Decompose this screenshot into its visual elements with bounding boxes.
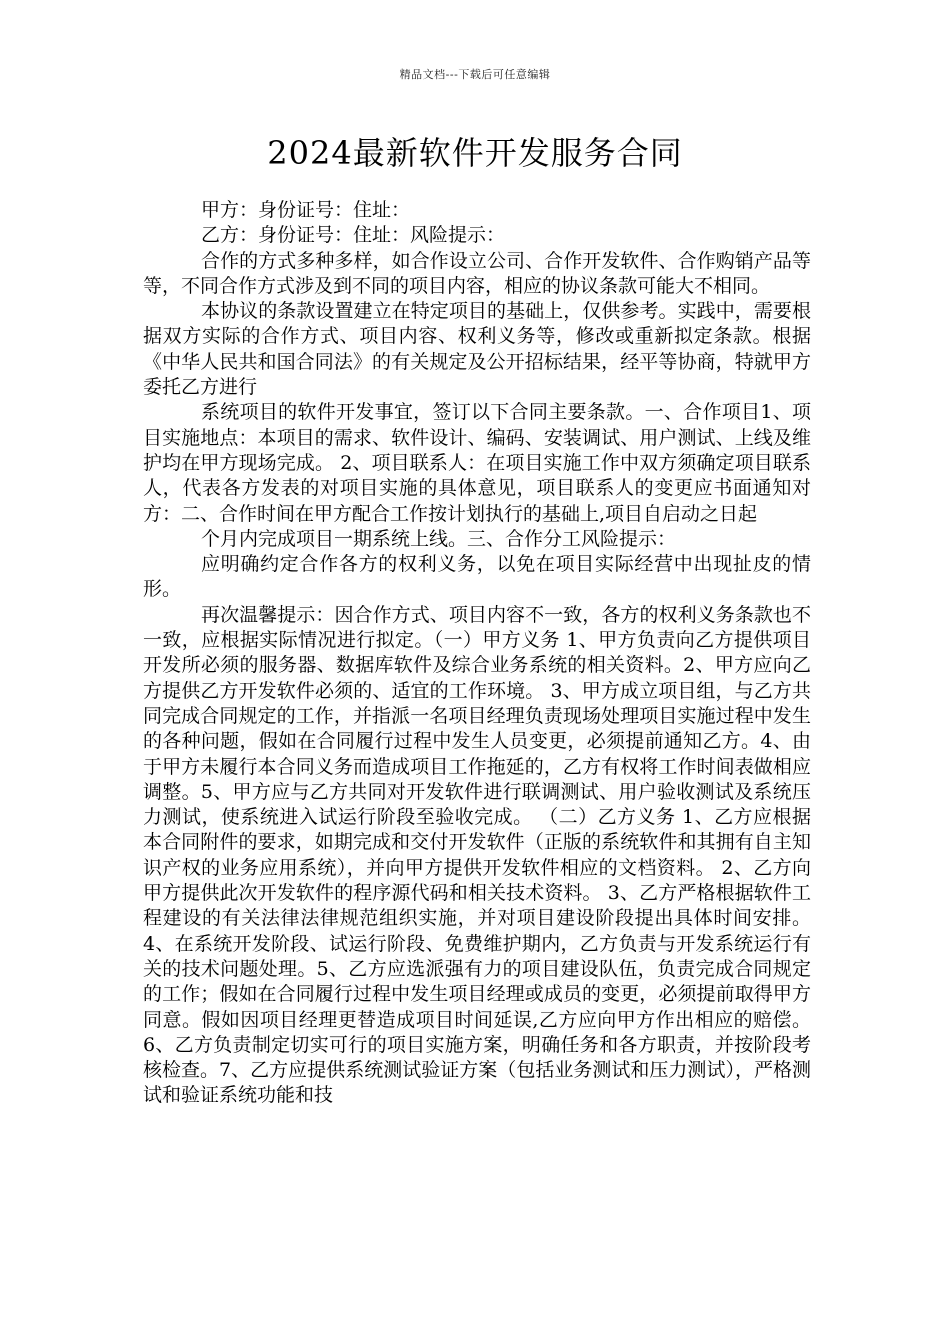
paragraph-cooperation-modes: 合作的方式多种多样，如合作设立公司、合作开发软件、合作购销产品等等，不同合作方式涉及到不同的项目内容，相应的协议条款可能大不相同。 [143, 249, 811, 297]
paragraph-project-terms: 系统项目的软件开发事宜，签订以下合同主要条款。一、合作项目1、项目实施地点：本项目的需求、软件设计、编码、安装调试、用户测试、上线及维护均在甲方现场完成。 2、项目联系人：在项目实施工作中双方须确定项目联系人，代表各方发表的对项目实施的具体意见，项目联系人的变更应书面通知对方：二、合作时间在甲方配合工作按计划执行的基础上,项目自启动之日起 [143, 401, 811, 525]
paragraph-duties: 再次温馨提示：因合作方式、项目内容不一致，各方的权利义务条款也不一致，应根据实际情况进行拟定。（一）甲方义务 1、甲方负责向乙方提供项目开发所必须的服务器、数据库软件及综合业务系统的相关资料。2、甲方应向乙方提供乙方开发软件必须的、适宜的工作环境。 3、甲方成立项目组，与乙方共同完成合同规定的工作，并指派一名项目经理负责现场处理项目实施过程中发生的各种问题，假如在合同履行过程中发生人员变更，必须提前通知乙方。4、由于甲方未履行本合同义务而造成项目工作拖延的，乙方有权将工作时间表做相应调整。5、甲方应与乙方共同对开发软件进行联调测试、用户验收测试及系统压力测试，使系统进入试运行阶段至验收完成。 （二）乙方义务 1、乙方应根据本合同附件的要求，如期完成和交付开发软件（正版的系统软件和其拥有自主知识产权的业务应用系统），并向甲方提供开发软件相应的文档资料。 2、乙方向甲方提供此次开发软件的程序源代码和相关技术资料。 3、乙方严格根据软件工程建设的有关法律法律规范组织实施，并对项目建设阶段提出具体时间安排。4、在系统开发阶段、试运行阶段、免费维护期内，乙方负责与开发系统运行有关的技术问题处理。5、乙方应选派强有力的项目建设队伍，负责完成合同规定的工作；假如在合同履行过程中发生项目经理或成员的变更，必须提前取得甲方同意。假如因项目经理更替造成项目时间延误,乙方应向甲方作出相应的赔偿。 6、乙方负责制定切实可行的项目实施方案，明确任务和各方职责，并按阶段考核检查。7、乙方应提供系统测试验证方案（包括业务测试和压力测试），严格测试和验证系统功能和技 [143, 603, 811, 1107]
paragraph-party-a: 甲方：身份证号：住址： [201, 199, 411, 221]
document-body [143, 198, 811, 1109]
paragraph-agreement-basis: 本协议的条款设置建立在特定项目的基础上，仅供参考。实践中，需要根据双方实际的合作方式、项目内容、权利义务等，修改或重新拟定条款。根据《中华人民共和国合同法》的有关规定及公开招标结果，经平等协商，特就甲方委托乙方进行 [143, 300, 811, 399]
paragraph-timeline: 个月内完成项目一期系统上线。三、合作分工风险提示： [201, 527, 677, 550]
document-title: 2024最新软件开发服务合同 [267, 134, 683, 172]
header-note: 精品文档---下载后可任意编辑 [399, 68, 551, 81]
paragraph-party-b: 乙方：身份证号：住址：风险提示： [201, 224, 506, 247]
paragraph-rights-obligations: 应明确约定合作各方的权利义务，以免在项目实际经营中出现扯皮的情形。 [143, 553, 811, 601]
